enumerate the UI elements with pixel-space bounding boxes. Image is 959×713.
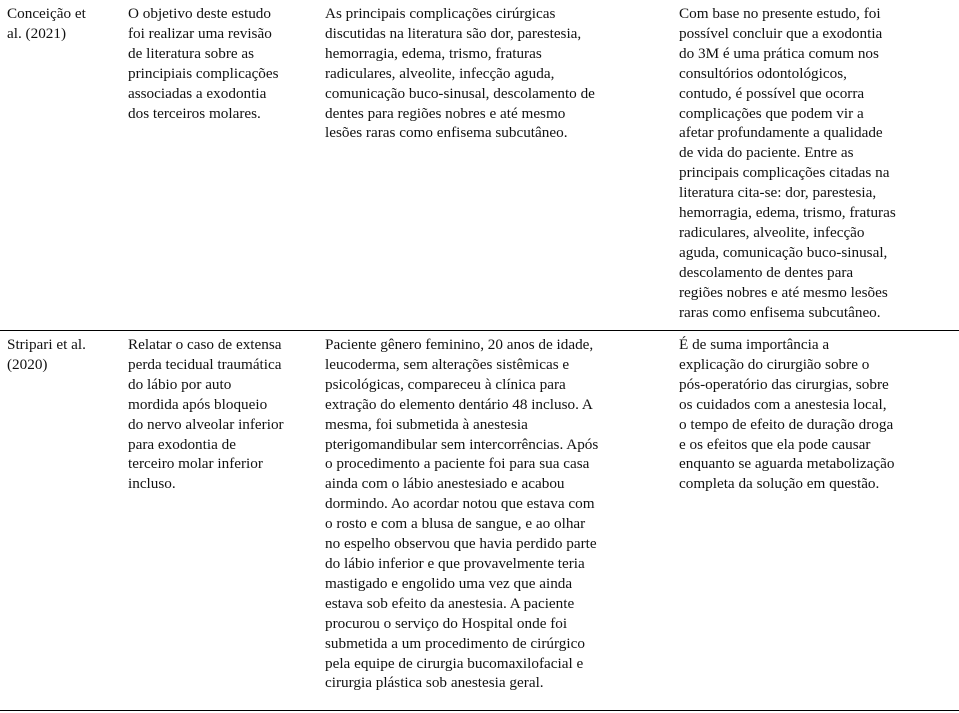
author-cell: Stripari et al. (2020) bbox=[7, 336, 86, 373]
author-cell: Conceição et al. (2021) bbox=[7, 5, 86, 42]
objective-cell: Relatar o caso de extensa perda tecidual traumática do lábio por auto mordida após bloqueio do nervo alveolar inferior para exodontia de terceiro molar inferior incluso. bbox=[128, 336, 284, 493]
table-row bbox=[0, 331, 959, 709]
table-row bbox=[0, 0, 959, 329]
results-cell: As principais complicações cirúrgicas discutidas na literatura são dor, parestesia, hemorragia, edema, trismo, fraturas radiculares, alveolite, infecção aguda, comunicação buco-sinusal, descolamento de dentes para regiões nobres e até mesmo lesões raras como enfisema subcutâneo. bbox=[325, 5, 595, 142]
objective-cell: O objetivo deste estudo foi realizar uma revisão de literatura sobre as principiais complicações associadas a exodontia dos terceiros molares. bbox=[128, 5, 279, 122]
conclusion-cell: Com base no presente estudo, foi possível concluir que a exodontia do 3M é uma prática comum nos consultórios odontológicos, contudo, é possível que ocorra complicações que podem vir a afetar profundamente a qualidade de vida do paciente. Entre as principais complicações citadas na literatura cita-se: dor, parestesia, hemorragia, edema, trismo, fraturas radiculares, alveolite, infecção aguda, comunicação buco-sinusal, descolamento de dentes para regiões nobres e até mesmo lesões raras como enfisema subcutâneo. bbox=[679, 5, 896, 321]
results-cell: Paciente gênero feminino, 20 anos de idade, leucoderma, sem alterações sistêmicas e psicológicas, compareceu à clínica para extração do elemento dentário 48 incluso. A mesma, foi submetida à anestesia pterigomandibular sem intercorrências. Após o procedimento a paciente foi para sua casa ainda com o lábio anestesiado e acabou dormindo. Ao acordar notou que estava com o rosto e com a blusa de sangue, e ao olhar no espelho observou que havia perdido parte do lábio inferior e que provavelmente teria mastigado e engolido uma vez que ainda estava sob efeito da anestesia. A paciente procurou o serviço do Hospital onde foi submetida a um procedimento de cirúrgico pela equipe de cirurgia bucomaxilofacial e cirurgia plástica sob anestesia geral. bbox=[325, 336, 599, 692]
conclusion-cell: É de suma importância a explicação do cirurgião sobre o pós-operatório das cirurgias, sobre os cuidados com a anestesia local, o tempo de efeito de duração droga e os efeitos que ela pode causar enquanto se aguarda metabolização completa da solução em questão. bbox=[679, 336, 895, 493]
table-bottom-rule bbox=[0, 710, 959, 711]
